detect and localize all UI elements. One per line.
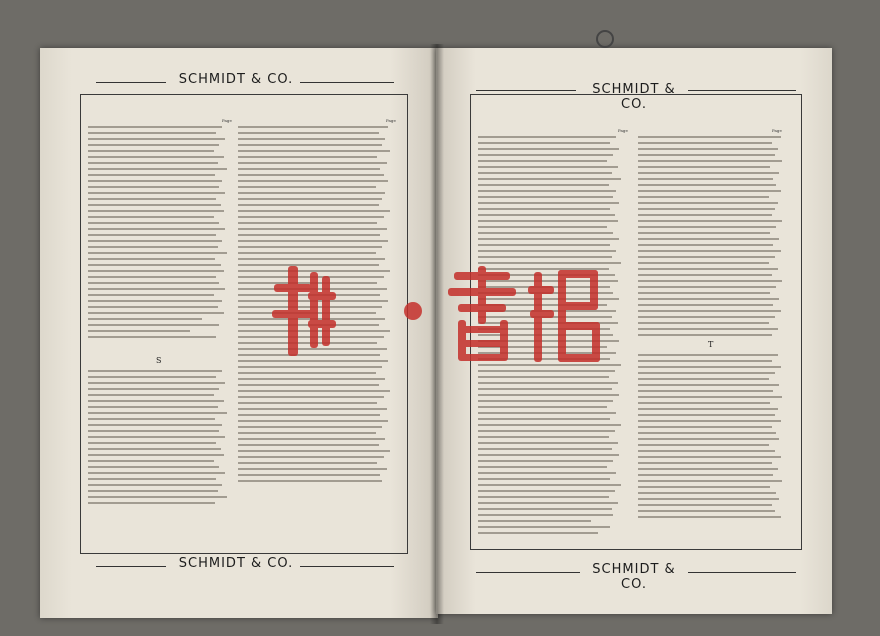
left-section-letter: S [156,356,162,365]
watermark-glyph-1-icon [270,262,340,362]
left-footer-rule-left [96,566,166,567]
right-header-rule-left [476,90,576,91]
left-index-column-1-s [88,370,234,508]
left-page-col2-label: Page [386,118,396,123]
right-index-column-2 [638,136,790,340]
right-header-rule-right [688,90,796,91]
right-page-footer: SCHMIDT & CO. [592,562,676,592]
right-index-column-2-t [638,354,790,522]
left-page-footer: SCHMIDT & CO. [178,556,294,571]
right-footer-rule-left [476,572,580,573]
right-page-col2-label: Page [772,128,782,133]
left-index-column-1 [88,126,234,342]
right-section-letter: T [708,340,714,349]
left-page-header: SCHMIDT & CO. [178,72,294,87]
right-page-col1-label: Page [618,128,628,133]
right-footer-rule-right [688,572,796,573]
watermark-glyph-2-icon [444,266,520,366]
right-page-header: SCHMIDT & CO. [592,82,676,112]
watermark-dot-icon [404,302,422,320]
left-footer-rule-right [300,566,394,567]
watermark-glyph-3-icon [528,266,604,370]
book-gutter [430,44,444,624]
left-header-rule-left [96,82,166,83]
left-header-rule-right [300,82,394,83]
binding-ring-icon [596,30,614,48]
left-page-col1-label: Page [222,118,232,123]
